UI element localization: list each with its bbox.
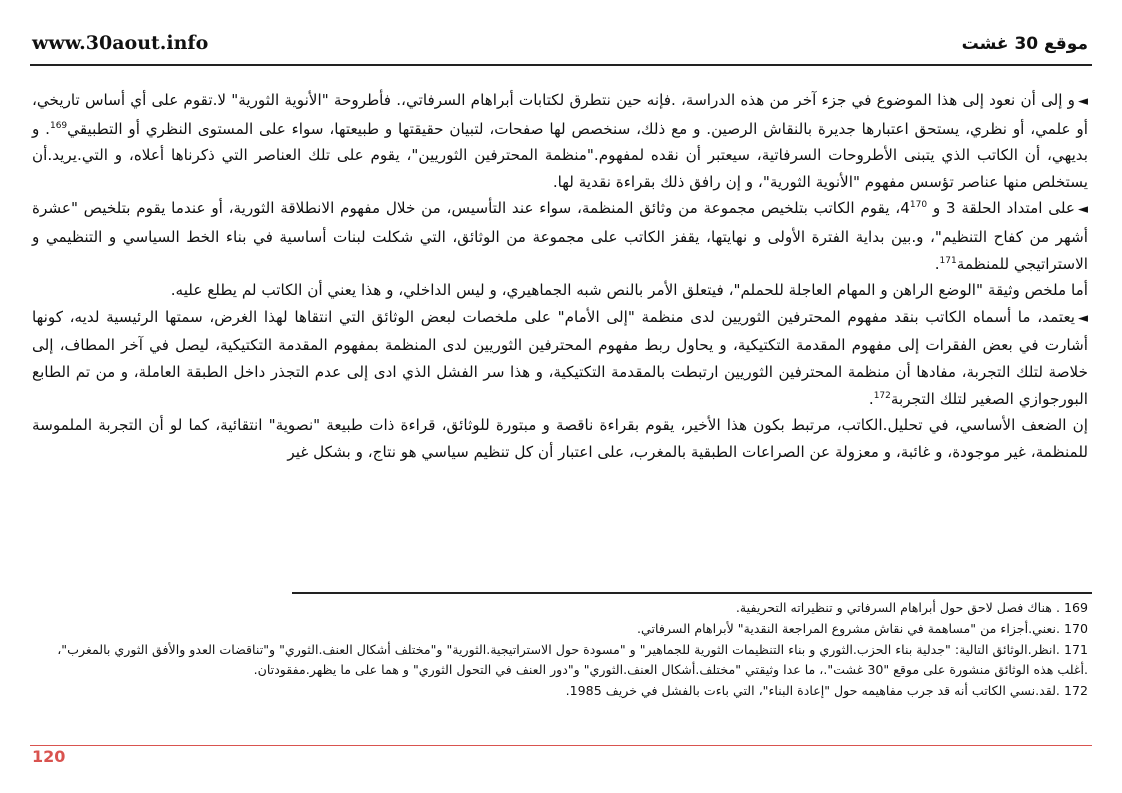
site-title: موقع 30 غشت bbox=[961, 34, 1088, 54]
footnote-ref-170[interactable]: 170 bbox=[909, 200, 928, 211]
footnote-ref-169[interactable]: 169 bbox=[49, 120, 68, 131]
arrow-bullet-icon: ◄ bbox=[1077, 202, 1088, 218]
paragraph-2: ◄على امتداد الحلقة 3 و $4^{170}،$ يقوم الكاتب بتلخيص مجموعة من وثائق المنظمة، سواء عند التأسيس، من خلال مفهوم الانطلاقة الثورية، أو عندما يقوم بتلخيص "عشرة أشهر من كفاح التنظيم"، و.بين بداية الفترة الأولى و نهايتها، يقفز الكاتب على مجموعة من الوثائق، التي شكلت لبنات أساسية في بناء الخط السياسي و التنظيمي و الاستراتيجي للمنظمة$^{171}$. bbox=[32, 199, 1088, 273]
page-header bbox=[32, 30, 1088, 60]
footnotes bbox=[32, 598, 1088, 702]
footnote-divider bbox=[292, 592, 1092, 594]
paragraph-1: ◄و إلى أن نعود إلى هذا الموضوع في جزء آخر من هذه الدراسة، .فإنه حين نتطرق لكتابات أبراهام السرفاتي،. فأطروحة "الأنوية الثورية" لا.تقوم على أي أساس تاريخي، أو علمي، أو نظري، يستحق اعتبارها جديرة بالنقاش الرصين. و مع ذلك، سنخصص لها صفحات، لتبيان حقيقتها و طبيعتها، سواء على المستوى النظري أو التطبيقي$^{169}$. و بديهي، أن الكاتب الذي يتبنى الأطروحات السرفاتية، سيعتبر أن نقده لمفهوم."منظمة المحترفين الثوريين"، يقوم على تلك العناصر التي ذكرناها أعلاه، و التي.يريد.أن يستخلص منها عناصر تؤسس مفهوم "الأنوية الثورية"، و إن رافق ذلك بقراءة نقدية لها. bbox=[32, 91, 1088, 191]
arrow-bullet-icon: ◄ bbox=[1078, 310, 1088, 326]
header-divider bbox=[30, 64, 1092, 66]
footnote-170: 170 .نعني.أجزاء من "مساهمة في نقاش مشروع المراجعة النقدية" لأبراهام السرفاتي. bbox=[637, 620, 1088, 636]
site-url: www.30aout.info bbox=[32, 32, 209, 54]
paragraph-3: أما ملخص وثيقة "الوضع الراهن و المهام العاجلة للحملم"، فيتعلق الأمر بالنص شبه الجماهيري، و ليس الداخلي، و هذا يعني أن الكاتب لم يطلع عليه. bbox=[170, 281, 1088, 300]
footnote-172: 172 .لقد.نسي الكاتب أنه قد جرب مفاهيمه حول "إعادة البناء"، التي باءت بالفشل في خريف 1985. bbox=[565, 683, 1088, 699]
main-body bbox=[32, 87, 1088, 465]
footnote-169: 169 . هناك فصل لاحق حول أبراهام السرفاتي و تنظيراته التحريفية. bbox=[735, 600, 1088, 615]
footer-divider bbox=[30, 745, 1092, 746]
paragraph-4: ◄يعتمد، ما أسماه الكاتب بنقد مفهوم المحترفين الثوريين لدى منظمة "إلى الأمام" على ملخصات لبعض الوثائق التي انتقاها لهذا الغرض، سمتها الرئيسية لديه، كونها أشارت في بعض الفقرات إلى مفهوم المقدمة التكتيكية، و يحاول ربط مفهوم المحترفين الثوريين لدى المنظمة بمفهوم المقدمة التكتيكية، ليصل في آخر المطاف، إلى خلاصة لتلك التجربة، مفادها أن منظمة المحترفين الثوريين ارتبطت بالمقدمة التكتيكية، و هذا سر الفشل الذي ادى إلى عدم التجذر داخل الطبقة العاملة، و من تم الطابع البورجوازي الصغير لتلك التجربة$^{172}$. bbox=[32, 307, 1088, 408]
page-number: 120 bbox=[32, 747, 66, 766]
footnote-171: 171 .انظر.الوثائق التالية: "جدلية بناء الحزب.الثوري و بناء التنظيمات الثورية للجماهير" و "مسودة حول الاستراتيجية.الثورية" و"مختلف أشكال العنف.الثوري" و"تناقضات العدو والأفق الثوري بالمغرب"، .أغلب هذه الوثائق منشورة على موقع "30 غشت".، ما عدا وثيقتي "مختلف.أشكال العنف.الثوري" و"دور العنف في التحول الثوري" و هما على ما يظهر.مفقودتان. bbox=[57, 641, 1088, 678]
paragraph-5: إن الضعف الأساسي، في تحليل.الكاتب، مرتبط بكون هذا الأخير، يقوم بقراءة ناقصة و مبتورة للوثائق، قراءة ذات طبيعة "نصوية" انتقائية، كما لو أن التجربة الملموسة للمنظمة، غير موجودة، و غائبة، و معزولة عن الصراعات الطبقية بالمغرب، على اعتبار أن كل تنظيم سياسي هو نتاج، و بشكل غير bbox=[32, 416, 1088, 461]
footnote-ref-171[interactable]: 171 bbox=[939, 255, 957, 266]
footnote-ref-172[interactable]: 172 bbox=[873, 390, 891, 401]
arrow-bullet-icon: ◄ bbox=[1078, 94, 1088, 109]
